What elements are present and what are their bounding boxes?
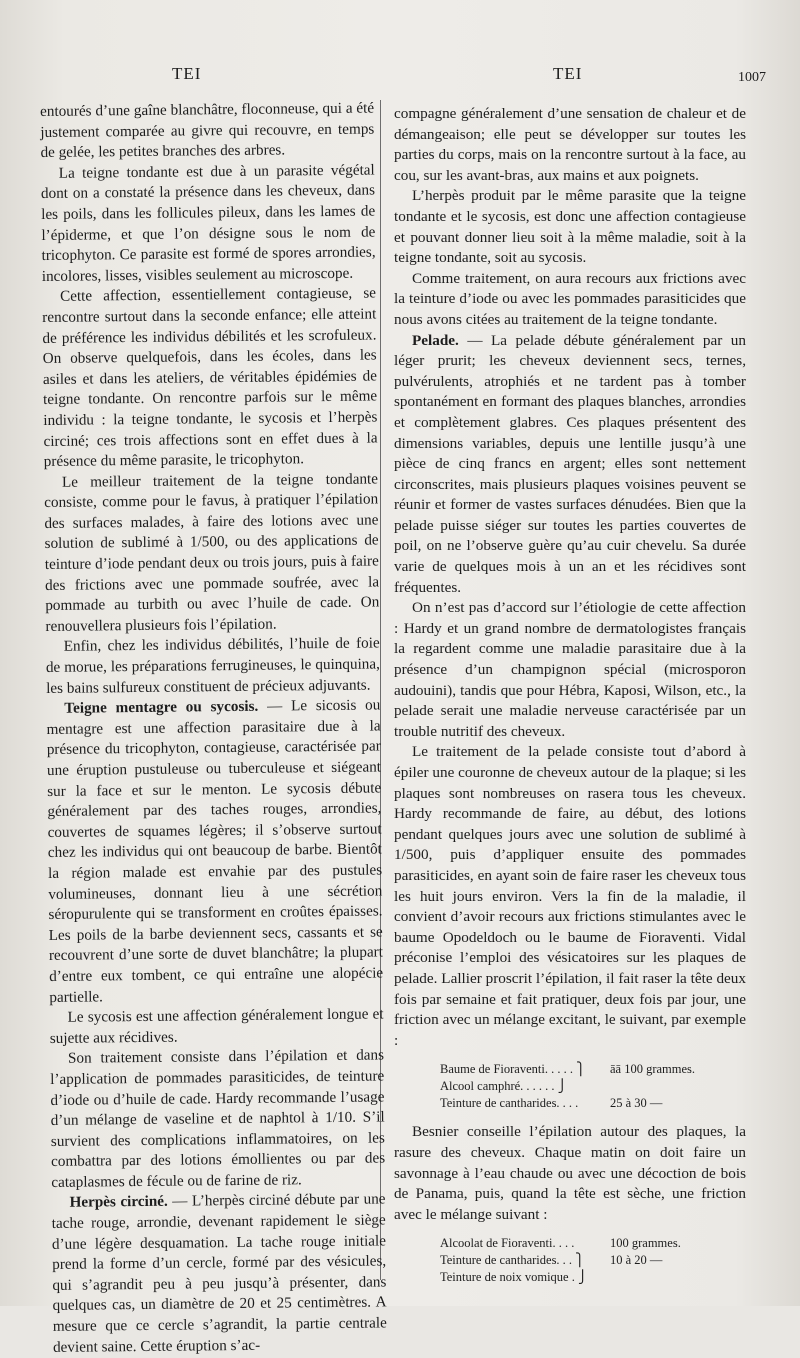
formula-quantity xyxy=(610,1078,740,1095)
formula-ingredient: Baume de Fioraventi. . . . . ⎫ xyxy=(440,1062,586,1077)
paragraph-text: Son traitement consiste dans l’épilation et dans l’application de pommades parasiticides, de teinture d’iode ou d’huile de cade. Hardy recommande l’usage d’un mélange de vaseline et de naphtol à 1/10. S’il survient des complications inflammatoires, on les combattra par des lotions émollientes ou par des cataplasmes de fécule ou de farine de riz. xyxy=(50,1046,386,1191)
paragraph xyxy=(394,331,746,599)
paragraph xyxy=(50,1046,385,1194)
formula-row xyxy=(440,1269,746,1286)
paragraph-text: compagne généralement d’une sensation de chaleur et de démangeaison; elle peut se développer sur toutes les parties du corps, mais on la rencontre surtout à la face, au cou, sur les avant-bras, aux mains et aux poignets. xyxy=(394,105,746,184)
paragraph-text: entourés d’une gaîne blanchâtre, floconneuse, qui a été justement comparée au givre qui recouvre, en temps de gelée, les petites branches des arbres. xyxy=(40,99,375,162)
section-heading: Pelade. xyxy=(412,331,459,349)
formula-row xyxy=(440,1095,746,1112)
paragraph xyxy=(44,469,380,637)
paragraph-text: Enfin, chez les individus débilités, l’huile de foie de morue, les préparations ferrugineuses, le quinquina, les bains sulfureux constituent de précieux adjuvants. xyxy=(45,634,380,697)
paragraph-text: — La pelade débute généralement par un léger prurit; les cheveux deviennent secs, ternes, pulvérulents, atrophiés et ne tardent pas à tomber spontanément en formant des plaques blanches, arrondies et complètement glabres. Ces plaques présentent des dimensions variables, depuis une lentille jusqu’à une pièce de cinq francs en argent; elles sont nettement circonscrites, mais plusieurs plaques voisines peuvent se réunir et former de vastes surfaces dénudées. Bien que la pelade puisse siéger sur toutes les parties couvertes de poil, on ne l’observe guère qu’au cuir chevelu. Sa durée varie de quelques mois à un an et les récidives sont fréquentes. xyxy=(394,331,746,596)
page-number: 1007 xyxy=(738,70,766,85)
paragraph xyxy=(49,1005,383,1050)
paragraph-text: Comme traitement, on aura recours aux frictions avec la teinture d’iode ou avec les pommades parasiticides que nous avons citées au traitement de la teigne tondante. xyxy=(394,269,746,328)
paragraph-text: — Le sicosis ou mentagre est une affection parasitaire due à la présence du tricophyton, contagieuse, caractérisée par une éruption pustuleuse ou tuberculeuse et siégeant sur la face et sur le menton. Le sycosis débute généralement par des taches rouges, arrondies, couvertes de squames légères; il s’observe surtout chez les individus qui ont beaucoup de barbe. Bientôt la région malade est envahie par des pustules volumineuses, donnant lieu à une sécrétion séropurulente qui se transforment en croûtes épaisses. Les poils de la barbe deviennent secs, cassants et se recouvrent d’une sorte de duvet blanchâtre; la plupart d’entre eux tombent, ce qui entraîne une alopécie partielle. xyxy=(46,696,384,1006)
paragraph xyxy=(51,1190,387,1358)
paragraph xyxy=(46,696,383,1008)
formula-ingredient: Teinture de cantharides. . . . xyxy=(440,1096,579,1111)
formula-row xyxy=(440,1235,746,1252)
formula-row xyxy=(440,1252,746,1269)
formula-ingredient: Alcoolat de Fioraventi. . . . xyxy=(440,1236,575,1251)
paragraph xyxy=(41,160,376,287)
paragraph-text: Cette affection, essentiellement contagieuse, se rencontre surtout dans la seconde enfance; elle atteint de préférence les individus débilités et les scrofuleux. On observe quelquefois, dans les écoles, dans les asiles et dans les ateliers, de véritables épidémies de teigne tondante. On rencontre parfois sur le même individu : la teigne tondante, le sycosis et l’herpès circiné; ces trois affections sont en effet dues à la présence du même parasite, le tricophyton. xyxy=(42,284,378,471)
formula-row xyxy=(440,1078,746,1095)
paragraph-text: Le sycosis est une affection généralement longue et sujette aux récidives. xyxy=(49,1005,384,1047)
paragraph-text: L’herpès produit par le même parasite que la teigne tondante et le sycosis, est donc une affection contagieuse et pouvant donner lieu soit à la même maladie, soit à la teigne tondante, soit au sycosis. xyxy=(394,187,746,267)
formula-block xyxy=(440,1235,746,1286)
paragraph xyxy=(394,186,746,268)
paragraph xyxy=(394,269,746,331)
right-column xyxy=(394,104,746,1296)
paragraph-text: On n’est pas d’accord sur l’étiologie de cette affection : Hardy et un grand nombre de dermatologistes français la regardent comme une maladie parasitaire due à la présence d’un champignon spécial (microsporon audouini), tandis que pour Hébra, Kaposi, Wilson, etc., la pelade serait une maladie nerveuse caractérisée par un trouble nutritif des cheveux. xyxy=(394,599,746,740)
paragraph-text: — L’herpès circiné débute par une tache rouge, arrondie, devenant rapidement le siège d’une légère desquamation. La tache rouge initiale prend la forme d’un cercle, formé par des vésicules, qui s’agrandit peu à peu jusqu’à présenter, dans quelques cas, un diamètre de 20 et 25 centimètres. A mesure que ce cercle s’agrandit, la partie centrale devient saine. Cette éruption s’ac- xyxy=(51,1190,387,1356)
formula-quantity: 10 à 20 — xyxy=(610,1253,663,1268)
paragraph-text: Le meilleur traitement de la teigne tondante consiste, comme pour le favus, à pratiquer l’épilation des surfaces malades, à faire des lotions avec une solution de sublimé à 1/500, ou des applications de teinture d’iode pendant deux ou trois jours, puis à faire des frictions avec une pommade soufrée, avec la pommade au turbith ou avec l’huile de cade. On renouvellera plusieurs fois l’épilation. xyxy=(44,470,380,635)
formula-quantity xyxy=(610,1269,740,1286)
formula-quantity: 100 grammes. xyxy=(610,1236,681,1251)
formula-quantity: āā 100 grammes. xyxy=(610,1062,696,1077)
left-column xyxy=(40,99,387,1358)
paragraph-text: Le traitement de la pelade consiste tout d’abord à épiler une couronne de cheveux autour de la plaque; si les plaques sont nombreuses on rasera tous les cheveux. Hardy recommande de faire, au début, des lotions pendant quelques jours avec une solution de sublimé à 1/500, puis d’appliquer ensuite des pommades parasiticides, en ayant soin de faire raser les cheveux tous les huit jours environ. Vers la fin de la maladie, il convient d’avoir recours aux frictions stimulantes avec le baume Opodeldoch ou le baume de Fioraventi. Vidal préconise l’emploi des vésicatoires sur les plaques de pelade. Lallier proscrit l’épilation, il fait raser la tête deux fois par semaine et fait pratiquer, deux fois par jour, une friction avec un mélange excitant, le suivant, par exemple : xyxy=(394,743,746,1049)
formula-ingredient: Teinture de cantharides. . . ⎫ xyxy=(440,1253,585,1268)
paragraph xyxy=(46,634,381,699)
paragraph xyxy=(42,284,378,473)
running-header-right: TEI xyxy=(553,64,583,83)
paragraph xyxy=(394,598,746,742)
paragraph xyxy=(394,1122,746,1225)
formula-block xyxy=(440,1061,746,1112)
paragraph-text: La teigne tondante est due à un parasite végétal dont on a constaté la présence dans les cheveux, dans les poils, dans les follicules pileux, dans les lames de l’épiderme, et que l’on désigne sous le nom de tricophyton. Ce parasite est formé de spores arrondies, incolores, lisses, visibles seulement au microscope. xyxy=(40,161,376,285)
formula-row xyxy=(440,1061,746,1078)
paragraph xyxy=(40,99,375,164)
formula-ingredient: Alcool camphré. . . . . . ⎭ xyxy=(440,1079,568,1094)
paragraph xyxy=(394,742,746,1051)
running-header-left: TEI xyxy=(172,64,202,83)
formula-ingredient: Teinture de noix vomique . ⎭ xyxy=(440,1270,588,1285)
section-heading: Herpès circiné. xyxy=(69,1193,168,1212)
paragraph xyxy=(394,104,746,186)
formula-quantity: 25 à 30 — xyxy=(610,1096,663,1111)
paragraph-text: Besnier conseille l’épilation autour des plaques, la rasure des cheveux. Chaque matin on doit faire un savonnage à l’eau chaude ou avec une décoction de bois de Panama, puis, quand la tête est sèche, une friction avec le mélange suivant : xyxy=(394,1123,746,1223)
section-heading: Teigne mentagre ou sycosis. xyxy=(64,697,259,717)
